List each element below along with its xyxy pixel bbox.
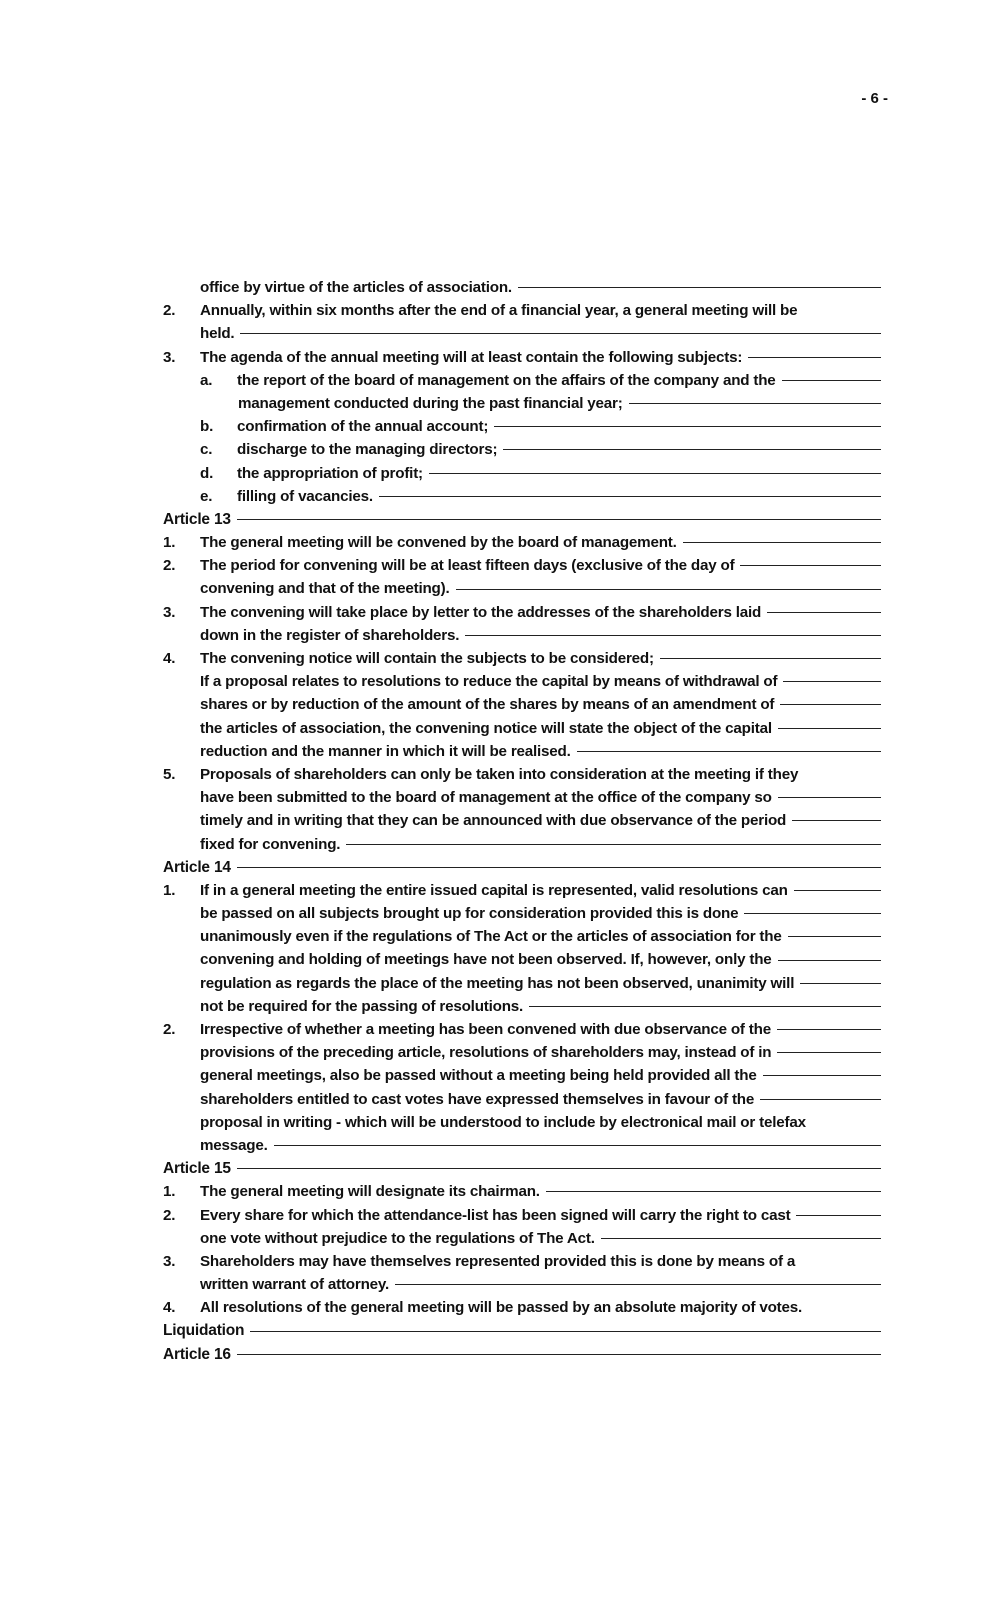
- text-line: unanimously even if the regulations of The Act or the articles of association for the: [163, 925, 881, 948]
- text-line: regulation as regards the place of the meeting has not been observed, unanimity will: [163, 972, 881, 995]
- list-item: 4. The convening notice will contain the subjects to be considered;: [163, 647, 881, 670]
- text-line: convening and holding of meetings have not been observed. If, however, only the: [163, 948, 881, 971]
- list-item: 1. If in a general meeting the entire issued capital is represented, valid resolutions can: [163, 879, 881, 902]
- article-15-heading: Article 15: [163, 1157, 881, 1180]
- text-line: held.: [163, 322, 881, 345]
- text-line: general meetings, also be passed without a meeting being held provided all the: [163, 1064, 881, 1087]
- document-body: [163, 276, 881, 1366]
- list-item: 5. Proposals of shareholders can only be taken into consideration at the meeting if they: [163, 765, 799, 783]
- list-item: 3. The agenda of the annual meeting will at least contain the following subjects:: [163, 346, 881, 369]
- text-line: message.: [163, 1134, 881, 1157]
- text-line: If a proposal relates to resolutions to reduce the capital by means of withdrawal of: [163, 670, 881, 693]
- text-line: proposal in writing - which will be understood to include by electronical mail or telefax: [200, 1113, 806, 1131]
- text-line: the articles of association, the convening notice will state the object of the capital: [163, 717, 881, 740]
- sub-list-item: c. discharge to the managing directors;: [163, 438, 881, 461]
- list-item: 2. Irrespective of whether a meeting has been convened with due observance of the: [163, 1018, 881, 1041]
- list-item: 2. The period for convening will be at least fifteen days (exclusive of the day of: [163, 554, 881, 577]
- list-item: 2. Every share for which the attendance-list has been signed will carry the right to cast: [163, 1204, 881, 1227]
- text-line: shares or by reduction of the amount of the shares by means of an amendment of: [163, 693, 881, 716]
- text-line: down in the register of shareholders.: [163, 624, 881, 647]
- sub-list-item: d. the appropriation of profit;: [163, 462, 881, 485]
- article-14-heading: Article 14: [163, 856, 881, 879]
- article-13-heading: Article 13: [163, 508, 881, 531]
- list-item: 3. The convening will take place by letter to the addresses of the shareholders laid: [163, 601, 881, 624]
- sub-list-item: a. the report of the board of management on the affairs of the company and the: [163, 369, 881, 392]
- list-item: 1. The general meeting will be convened by the board of management.: [163, 531, 881, 554]
- text-line: written warrant of attorney.: [163, 1273, 881, 1296]
- list-item: 4. All resolutions of the general meeting will be passed by an absolute majority of votes.: [163, 1299, 803, 1317]
- list-item: 3. Shareholders may have themselves represented provided this is done by means of a: [163, 1252, 796, 1270]
- text-line: reduction and the manner in which it will be realised.: [163, 740, 881, 763]
- liquidation-heading: Liquidation: [163, 1319, 881, 1342]
- text-line: not be required for the passing of resolutions.: [163, 995, 881, 1018]
- text-line: office by virtue of the articles of association.: [163, 276, 881, 299]
- article-16-heading: Article 16: [163, 1343, 881, 1366]
- text-line: provisions of the preceding article, resolutions of shareholders may, instead of in: [163, 1041, 881, 1064]
- text-line: fixed for convening.: [163, 833, 881, 856]
- text-line: be passed on all subjects brought up for consideration provided this is done: [163, 902, 881, 925]
- text-line: one vote without prejudice to the regulations of The Act.: [163, 1227, 881, 1250]
- text-line: have been submitted to the board of management at the office of the company so: [163, 786, 881, 809]
- text-line: management conducted during the past financial year;: [163, 392, 881, 415]
- list-item: 2. Annually, within six months after the end of a financial year, a general meeting will be: [163, 302, 798, 320]
- list-item: 1. The general meeting will designate its chairman.: [163, 1180, 881, 1203]
- text-line: shareholders entitled to cast votes have expressed themselves in favour of the: [163, 1088, 881, 1111]
- text-line: convening and that of the meeting).: [163, 577, 881, 600]
- sub-list-item: b. confirmation of the annual account;: [163, 415, 881, 438]
- sub-list-item: e. filling of vacancies.: [163, 485, 881, 508]
- page-number: - 6 -: [861, 90, 888, 107]
- text-line: timely and in writing that they can be announced with due observance of the period: [163, 809, 881, 832]
